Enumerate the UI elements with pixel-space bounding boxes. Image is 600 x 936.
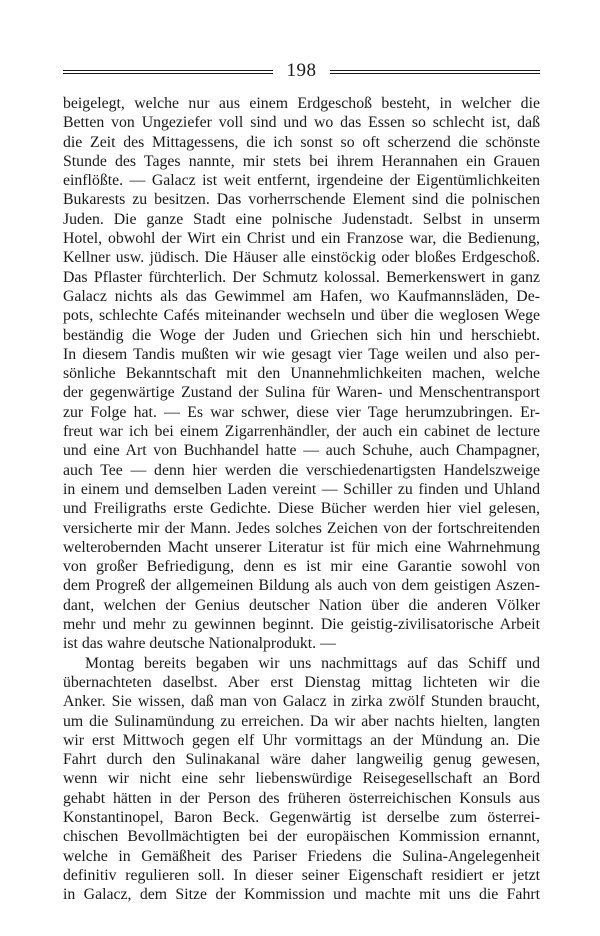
text-line: Konstantinopel, Baron Beck. Gegenwärtig ist derselbe zum österrei- [63, 808, 540, 826]
text-line: freut war ich bei einem Zigarrenhändler, der auch ein cabinet de lecture [63, 423, 540, 441]
text-line: Das Pflaster fürchterlich. Der Schmutz kolossal. Bemerkenswert in ganz [63, 268, 540, 286]
text-line: versicherte mir der Mann. Jedes solches Zeichen von der fortschreitenden [63, 519, 540, 537]
text-line: In diesem Tandis mußten wir wie gesagt vier Tage weilen und also per- [63, 345, 540, 363]
page-number: 198 [286, 60, 317, 81]
text-line: gehabt hätten in der Person des früheren österreichischen Konsuls aus [63, 789, 540, 807]
text-line: beigelegt, welche nur aus einem Erdgeschoß besteht, in welcher die [63, 95, 540, 112]
text-line: pots, schlechte Cafés miteinander wechseln und über die weglosen Wege [63, 307, 540, 325]
text-line: einflößte. — Galacz ist weit entfernt, irgendeine der Eigentümlichkeiten [63, 172, 540, 190]
text-line: Betten von Ungeziefer voll sind und wo das Essen so schlecht ist, daß [63, 114, 540, 132]
text-line: in Galacz, dem Sitze der Kommission und machte mit uns die Fahrt [63, 886, 540, 904]
text-line: der gegenwärtige Zustand der Sulina für Waren- und Menschentransport [63, 384, 540, 402]
text-line: Hotel, obwohl der Wirt ein Christ und ein Franzose war, die Bedienung, [63, 230, 540, 248]
text-line: beständig die Woge der Juden und Griechen sich hin und herschiebt. [63, 326, 540, 344]
text-line: welterobernden Macht unserer Literatur ist für mich eine Wahrnehmung [63, 538, 540, 556]
text-line: von großer Befriedigung, denn es ist mir eine Garantie sowohl von [63, 558, 540, 576]
text-line: und Freiligraths erste Gedichte. Diese Bücher werden hier viel gelesen, [63, 500, 540, 518]
text-line: und eine Art von Buchhandel hatte — auch Schuhe, auch Champagner, [63, 442, 540, 460]
paragraph-end-line: ist das wahre deutsche Nationalprodukt. — [63, 635, 336, 653]
text-line: welche in Gemäßheit des Pariser Friedens die Sulina-Angelegenheit [63, 847, 540, 865]
text-line: zur Folge hat. — Es war schwer, diese vier Tage herumzubringen. Er- [63, 403, 540, 421]
text-line: wenn wir nicht eine sehr liebenswürdige Reisegesellschaft an Bord [63, 770, 540, 788]
text-line: Bukarests zu besitzen. Das vorherrschende Element sind die polnischen [63, 191, 540, 209]
text-line: sönliche Bekanntschaft mit den Unannehmlichkeiten machen, welche [63, 365, 540, 383]
text-line: Fahrt durch den Sulinakanal wäre daher langweilig genug gewesen, [63, 751, 540, 769]
text-line: Anker. Sie wissen, daß man von Galacz in zirka zwölf Stunden braucht, [63, 693, 540, 711]
text-line: um die Sulinamündung zu erreichen. Da wir aber nachts hielten, langten [63, 712, 540, 730]
text-line: wir erst Mittwoch gegen elf Uhr vormittags an der Mündung an. Die [63, 731, 540, 749]
text-line: dant, welchen der Genius deutscher Nation über die anderen Völker [63, 596, 540, 614]
text-line: übernachteten daselbst. Aber erst Dienstag mittag lichteten wir die [63, 673, 540, 691]
text-line: Stunde des Tages nannte, mir stets bei ihrem Herannahen ein Grauen [63, 152, 540, 170]
text-line: auch Tee — denn hier werden die verschiedenartigsten Handelszweige [63, 461, 540, 479]
text-line: mehr und mehr zu gewinnen beginnt. Die geistig-zivilisatorische Arbeit [63, 616, 540, 634]
body-text [63, 94, 540, 904]
text-line: die Zeit des Mittagessens, die ich sonst so oft scherzend die schönste [63, 133, 540, 151]
text-line: dem Progreß der allgemeinen Bildung als auch von dem geistigen Aszen- [63, 577, 540, 595]
text-line: in einem und demselben Laden vereint — Schiller zu finden und Uhland [63, 480, 540, 498]
paragraph-start-line: Montag bereits begaben wir uns nachmittags auf das Schiff und [85, 654, 540, 672]
text-line: chischen Bevollmächtigten bei der europäischen Kommission ernannt, [63, 828, 540, 846]
page-header [63, 60, 540, 84]
text-line: Juden. Die ganze Stadt eine polnische Judenstadt. Selbst in unserm [63, 210, 540, 228]
text-line: Galacz nichts als das Gewimmel am Hafen, wo Kaufmannsläden, De- [63, 287, 540, 305]
text-line: definitiv regulieren soll. In dieser seiner Eigenschaft residiert er jetzt [63, 866, 540, 884]
text-line: Kellner usw. jüdisch. Die Häuser alle einstöckig oder bloßes Erdgeschoß. [63, 249, 540, 267]
header-rule-right [330, 70, 540, 74]
